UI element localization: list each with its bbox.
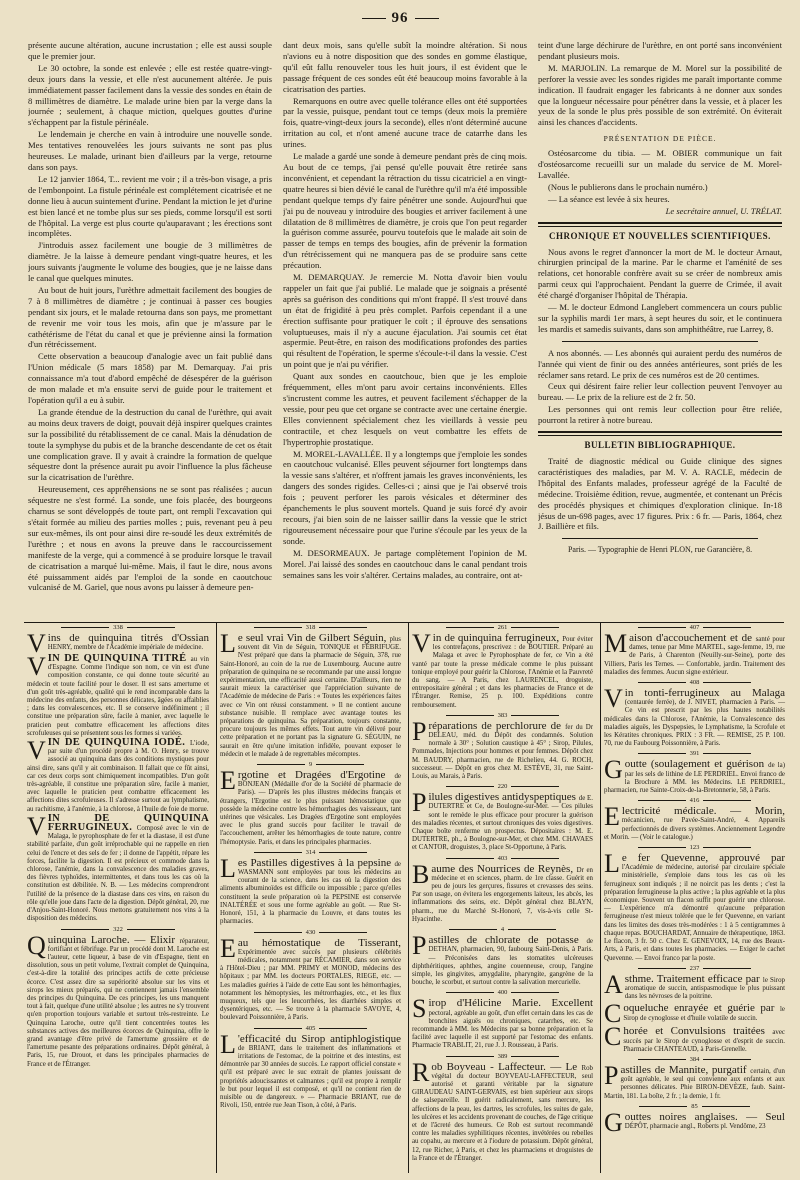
divider <box>538 431 782 436</box>
ad-number: 338 <box>27 624 209 631</box>
drop-cap: R <box>412 1057 430 1087</box>
ad-title: IN DE QUINQUINA IODÉ. <box>47 737 190 749</box>
page-number: 96 <box>0 10 800 27</box>
drop-cap: E <box>220 766 236 796</box>
ad-text: le Sirop de cynoglosse et d'huile volatile de succin. <box>623 1006 785 1022</box>
ad-title: in tonti-ferrugineux au Malaga <box>624 687 785 700</box>
ad-number: 220 <box>412 783 593 790</box>
ad-number: 383 <box>412 712 593 719</box>
ad-text: santé pour dames, tenue par Mme MARTEL, sage-femme, 19, rue de Paris, à Charenton (Neuilly-sur-Seine), porte des Villiers, Paris les Ternes. — Confortable, jardin. Traitement des maladies des femmes. Aucun signe extérieur. <box>604 636 785 676</box>
advertisement <box>412 926 593 988</box>
drop-cap: C <box>604 1022 622 1052</box>
ad-title: lectricité médicale. — Morin, <box>621 805 785 818</box>
ad-title: in de quinquina ferrugineux, <box>432 632 563 644</box>
ad-text: L'iode, par suite d'un procédé propre à M. O. Henry, se trouve associé au quinquina dans des conditions mystiques pour ainsi dire, sans qu'il y ait combinaison. Il fallait que ce fût ainsi, car ces deux corps sont chimiquement incompatibles. D'un goût très-agréable, il constitue une préparation sûre, facile à manier, avec laquelle le praticien peut combattre efficacement les affections dites scrofuleuses. Il s'adresse surtout au lymphatisme, au rachitisme, à l'anémie, à la chlorose, à l'huile de foie de morue. <box>27 740 209 813</box>
article-area <box>28 40 782 615</box>
advertisement <box>412 624 593 711</box>
ad-title: aume des Nourrices de Reynès, <box>431 862 577 875</box>
advertisement <box>412 989 593 1051</box>
ad-number: 322 <box>27 926 209 933</box>
drop-cap: M <box>604 629 628 658</box>
article-column-1 <box>28 40 272 615</box>
ad-text: pectoral, agréable au goût, d'un effet certain dans les cas de bronchites aiguës ou chroniques, catarrhes, etc. Se recommande à MM. les Médecins par sa bonne préparation et la facilité avec laquelle il est supporté par l'estomac des enfants. Pharmacie TRABLIT, 21, rue J. J. Rousseau, à Paris. <box>412 1009 593 1050</box>
ad-text: (centaurée ferrée), de J. NIVET, pharmacien à Paris. — Ce vin est prescrit par les plus hautes notabilités médicales dans la Chlorose, l'Anémie, la Convalescence des maladies aiguës, les Dyspepsies, le Lymphatisme, la Scrofule et les Kératites chroniques. PRIX : 3 FR. — REMISE, 25 P. 100. 70, rue du Faubourg Poissonnière, à Paris. <box>604 699 785 748</box>
ad-text: de DETHAN, pharmacien, 90, faubourg Saint-Denis, à Paris. — Préconisées dans les stomatites ulcéreuses diphthéritiques, aphthes, angine couenneuse, croup, l'angine simple, les gingivites, amygdalite, pharyngite, gangrène de la bouche, le scorbut, et surtout contre la salivation mercurielle. <box>412 938 593 987</box>
advertisement <box>27 736 209 815</box>
paragraph: Cette observation a beaucoup d'analogie avec un fait publié dans l'Union médicale (5 mars 1858) par M. Demarquay. J'ai pris connaissance m'a tout d'abord empêché de désespérer de la guérison de mon malade et m'a ensuite servi de guide pour le traitement et l'opération qu'il a eu à subir. <box>28 351 272 405</box>
ad-title: es Pastilles digestives à la pepsine <box>237 856 395 869</box>
ad-title: outtes noires anglaises. — Seul <box>624 1110 785 1123</box>
drop-cap: L <box>604 849 620 879</box>
advertisement <box>220 1025 401 1112</box>
ad-column-3 <box>408 623 596 1173</box>
ad-text: Expérimentée avec succès par plusieurs célébrités médicales, notamment par RÉCAMIER, dans son service à l'Hôtel-Dieu ; par MM. PRIMY et MONOD, médecins des hôpitaux ; par MM. les docteurs PORTALES, RIEGE, etc. — Les maladies guéries à l'aide de cette Eau sont les hémorrhagies, notamment les hémoptysies, les métrorrhagies, etc., et les flux muqueux, tels que les leucorrhées, les diarrhées simples et dysentériques, etc. — Se trouve à la pharmacie SAVOYE, 4, boulevard Poissonnière, à Paris. <box>220 948 401 1022</box>
ad-number: 4 <box>412 926 593 933</box>
advertisement <box>27 624 209 658</box>
ad-title: 'efficacité du Sirop antiphlogistique <box>237 1032 401 1045</box>
advertisement <box>604 999 785 1029</box>
ad-title: outte (soulagement et guérison <box>624 758 769 771</box>
section-title: BULLETIN BIBLIOGRAPHIQUE. <box>584 440 736 451</box>
drop-cap: P <box>412 716 427 746</box>
ad-title: e seul vrai Vin de Gilbert Séguin, <box>237 632 390 644</box>
ad-text: mécanicien, rue Pavée-Saint-André, 4. Appareils perfectionnés de divers systèmes. Anciennement Legendre et Morin. — (Voir le catalogue.) <box>604 817 785 841</box>
paragraph: M. DEMARQUAY. Je remercie M. Notta d'avoir bien voulu rappeler un fait que j'ai publié. Le malade que je soignais a présenté après sa guérison des conditions qui m'ont frappé. Il s'est trouvé dans un état de frigidité à peu près complet. Parfois cependant il a une érection suffisante pour pratiquer le coït ; il éprouve des sensations voluptueuses, mais il n'y a aucune éjaculation. J'ai soumis cet état aspermie. Peut-être, en raison des modifications profondes des parties qui résultent de l'opération, le sperme s'écoule-t-il dans la vessie. C'est un point que je n'ai pu vérifier. <box>283 272 527 370</box>
advertisement <box>604 1022 785 1055</box>
paragraph: Ostéosarcome du tibia. — M. OBIER communique un fait d'ostéosarcome recueilli sur un malade du service de M. Morel-Lavallée. <box>538 148 782 180</box>
ad-column-2 <box>216 623 404 1173</box>
paragraph: Nous avons le regret d'annoncer la mort de M. le docteur Arnaut, chirurgien principal de la marine. Par le charme et l'aménité de ses relations, cet honorable confrère avait su se créer de nombreux amis parmi ceux qui l'approchaient. Pendant la guerre de Crimée, il avait été chargé d'organiser l'hôpital de Thérapia. <box>538 246 782 301</box>
advertisements-area <box>24 622 784 1173</box>
drop-cap: V <box>27 736 46 766</box>
paragraph: (Nous le publierons dans le prochain numéro.) <box>548 181 708 192</box>
drop-cap: V <box>412 629 431 658</box>
ad-text: plus souvent dit Vin de Séguin, TONIQUE et FÉBRIFUGE. N'est préparé que dans la pharmacie de Séguin, 378, rue Saint-Honoré, au coin de la rue de Luxembourg. Aucune autre préparation de quinquina ne se recommande par une aussi longue expérimentation, une efficacité aussi certaine. D'ailleurs, rien ne saurait mieux la caractériser que l'appréciation suivante de l'Académie de médecine de Paris : « Toutes les expériences faites avec ce Vin ont réussi constamment. » Il ne contient aucune substance nuisible. Il remplace avec avantage toutes les préparations de quinquina. Sa préparation, toujours constante, procure toujours les mêmes effets. Tout autre vin délivré pour cette préparation et ne portant pas la signature G. SÉGUIN, ne saurait en être qu'une imitation infidèle, pouvant exposer le médecin et le malade à de regrettables mécomptes. <box>220 636 401 758</box>
ad-number: 123 <box>604 844 785 851</box>
divider <box>562 341 757 342</box>
drop-cap: P <box>412 788 427 818</box>
advertisement <box>27 811 209 925</box>
paragraph: Traité de diagnostic médical ou Guide clinique des signes caractéristiques des maladies, par M. V. A. RACLE, médecin de l'hôpital des Enfants malades, professeur agrégé de la Faculté de médecine. Troisième édition, revue, augmentée, et contenant un Précis des procédés physiques et chimiques d'exploration clinique. In-18 jésus de un-698 pages, avec 17 figures. Prix : 6 fr. — Paris, 1864, chez J. Baillière et fils. <box>538 456 782 532</box>
paragraph: J'introduis assez facilement une bougie de 3 millimètres de diamètre. Je la laisse à demeure pendant vingt-quatre heures, et les jours suivants j'augmente le volume des bougies, que je ne laisse dans le canal que quelques minutes. <box>28 240 272 284</box>
paragraph: La grande étendue de la destruction du canal de l'urèthre, qui avait au moins deux travers de doigt, pouvait déjà inspirer quelques craintes sur la possibilité du rétablissement de ce canal. Mais la dénudation de toute la symphyse du pubis et de la branche descendante de cet os était une complication grave. Il y avait à craindre la formation de quelque séquestre dont la présence aurait pu avoir l'influence la plus fâcheuse sur la cicatrisation de l'urèthre. <box>28 406 272 483</box>
ad-text: réparateur, fortifiant et fébrifuge. Par un procédé dont M. Laroche est l'auteur, cette liqueur, à base de vin d'Espagne, tient en dissolution, sous un petit volume, l'extrait complet de Quinquina, c'est-à-dire la totalité des principes actifs de cette précieuse écorce. C'est assez dire sa supériorité absolue sur les vins et sirops les mieux préparés, qui ne contiennent jamais l'ensemble des principes du Quinquina. De ces principes, les uns manquent tout à fait, quelque d'une utilité absolue ; les autres ne s'y trouvent qu'en proportion toujours variable et surtout très-restreinte. Le Quinquina Laroche, outre qu'il tient concentrées toutes les substances actives des meilleures écorces de Quinquina, offre le grand avantage d'être privé de l'amertume grossière et de l'amertume pesante des préparations ordinaires. Dépôt général, à Paris, 15, rue Drouot, et dans les principales pharmacies de France et de l'Étranger. <box>27 937 209 1068</box>
drop-cap: S <box>412 994 427 1024</box>
ad-title: oqueluche enrayée et guérie par <box>623 1002 781 1015</box>
drop-cap: Q <box>27 930 46 960</box>
paragraph: — M. le docteur Edmond Langlebert commencera un cours public sur la syphilis mardi 1er mars, à sept heures du soir, et le continuera les mardis et samedis suivants, dans son amphithéâtre, rue Larrey, 8. <box>538 302 782 334</box>
ad-number: 9 <box>220 761 401 768</box>
paragraph: A nos abonnés. — Les abonnés qui auraient perdu des numéros de l'année qui vient de finir ou des années antérieures, sont priés de les réclamer sans retard. Le prix de ces numéros est de 20 centimes. <box>538 347 782 380</box>
ad-title: ins de quinquina titrés d'Ossian <box>47 632 209 644</box>
ad-text: certain, d'un goût agréable, le seul qui convienne aux enfants et aux personnes délicates. Phie BIRON-DEVÈZE, faub. Saint-Martin, 181. La boîte, 2 fr. ; la demie, 1 fr. <box>604 1067 785 1100</box>
ad-title: réparations de perchlorure de <box>428 719 566 732</box>
paragraph: Quant aux sondes en caoutchouc, bien que je les emploie fréquemment, elles m'ont paru avoir certains inconvénients. Elles s'incrustent comme les autres, et peuvent facilement s'échapper de la vessie, pour peu que cet organe se contracte avec une certaine énergie. Elles conviennent spécialement chez les vieillards à vessie peu contractile, et chez lesquels on veut combattre les effets de l'hypertrophie prostatique. <box>283 371 527 447</box>
drop-cap: A <box>604 969 623 999</box>
ad-title: au hémostatique de Tisserant, <box>237 936 401 949</box>
drop-cap: V <box>27 652 46 681</box>
ad-number: 416 <box>604 797 785 804</box>
ad-number: 405 <box>220 1025 401 1032</box>
ad-number: 314 <box>220 849 401 856</box>
advertisement <box>220 761 401 848</box>
drop-cap: G <box>604 1107 623 1137</box>
ad-title: ob Boyveau - Laffecteur. — Le <box>431 1060 582 1073</box>
drop-cap: P <box>412 931 427 961</box>
advertisement <box>220 929 401 1024</box>
drop-cap: E <box>220 933 236 963</box>
advertisement <box>412 1053 593 1164</box>
advertisement <box>604 1102 785 1137</box>
advertisement <box>412 783 593 853</box>
drop-cap: L <box>220 629 236 658</box>
paragraph: M. MARJOLIN. La remarque de M. Morel sur la possibilité de perforer la vessie avec les sondes rigides me paraît importante comme indication. Il faudrait engager les fabricants à ne donner aux sondes que la longueur nécessaire pour pénétrer dans la vessie, et à placer les yeux de la sonde le plus près possible de son extrémité. On éviterait ainsi les chances d'accidents. <box>538 62 782 128</box>
divider <box>562 538 757 539</box>
ad-number: 85 <box>604 1103 785 1110</box>
ad-text: le Sirop aromatique de succin, antispasmodique le plus puissant dans les névroses de la poitrine. <box>624 976 785 1001</box>
ad-number: 407 <box>604 624 785 631</box>
drop-cap: L <box>220 1029 236 1059</box>
paragraph: Le lendemain je cherche en vain à introduire une nouvelle sonde. Mes tentatives renouvelées les jours suivants ne sont pas plus heureuses. Le malade, urinant bien d'ailleurs par la verge, retourne dans son pays. <box>28 129 272 172</box>
drop-cap: C <box>604 999 622 1029</box>
drop-cap: P <box>604 1060 619 1090</box>
advertisement <box>604 624 785 678</box>
advertisement <box>27 926 209 1070</box>
ad-number: 261 <box>412 624 593 631</box>
ad-number: 237 <box>604 965 785 972</box>
advertisement <box>412 855 593 925</box>
ad-text: Pour éviter les contrefaçons, prescrivez : de BOUTIER. Préparé au Malaga et avec le Pyrophosphate de fer, ce Vin a été vanté par toute la presse médicale comme le plus puissant tonique employé pour guérir la Chlorose, l'Anémie et la Pauvreté du sang. — A Paris, chez LAURENCEL, droguiste, entrepositaire général ; et dans les pharmacies de France et de l'Étranger. Remise, 25 p. 100. Expéditions contre remboursement. <box>412 636 593 709</box>
paragraph: — La séance est levée à six heures. <box>548 193 670 204</box>
ad-text: de WASMANN sont employées par tous les médecins au courant de la science, dans les cas où la digestion des aliments albuminoïdes est difficile ou impossible ; parce qu'elles constituent la seule préparation où la PEPSINE est conservée INALTÉRÉE et sous une forme agréable au goût. — Rue St-Honoré, 151, à la pharmacie du Louvre, et dans toutes les pharmacies. <box>220 860 401 926</box>
ad-text: HENRY, membre de l'Académie impériale de médecine. <box>47 644 204 652</box>
advertisement <box>220 624 401 760</box>
paragraph: Le malade a gardé une sonde à demeure pendant près de cinq mois. Au bout de ce temps, j'ai pensé qu'elle pouvait être retirée sans inconvénient, et cependant la rétraction du tissu cicatriciel a en vingt-quatre heures si bien dévié le canal de l'urèthre qu'il m'a été impossible pendant quelque temps d'y faire pénétrer une sonde. Aujourd'hui que j'ai pu de nouveau y introduire des bougies et arriver facilement à une dilatation de 8 millimètres de diamètre, je crois que l'on peut regarder la guérison comme assurée, pourvu toutefois que le malade ait soin de passer de temps en temps des bougies, afin de prévenir la formation d'un rétrécissement qui ne manquera pas de se produire sans cette précaution. <box>283 151 527 271</box>
paragraph: présente aucune altération, aucune incrustation ; elle est aussi souple que le premier jour. <box>28 40 272 61</box>
drop-cap: L <box>220 853 236 883</box>
ad-title: horée et Convulsions traitées <box>623 1025 773 1038</box>
advertisement <box>27 652 209 739</box>
drop-cap: V <box>27 629 46 658</box>
ad-text: Dr en médecine et en sciences, pharm. de 1re classe. Guérit en peu de jours les gerçures, fissures et crevasses des seins. Par son usage, on évitera les engorgements laiteux, les abcès, les inflammations des seins, etc. Dépôt général chez BLAYN, pharm., rue du Marché St-Honoré, 7, vis-à-vis celle St-Hyacinthe. <box>412 866 594 923</box>
ad-text: Composé avec le vin de Malaga, le pyrophosphate de fer et la diastase, il est d'une stabilité parfaite, d'un goût irréprochable qui ne rappelle en rien celui de l'encre et des sels de fer ; il donne de l'appétit, répare les forces, facilite la digestion. Il est précieux et commode dans la chlorose, l'anémie, dans la convalescence des maladies graves, des fièvres typhoïdes, intermittentes, et dans tous les cas où la constitution est débilitée. N. B. — Les médecins comprendront l'utilité de la présence de la diastase dans ces vins, en raison du rôle qu'elle joue dans l'acte de la digestion. Dépôt général, 20, rue d'Anjou-Saint-Honoré. Nous mettons gratuitement nos vins à la disposition des médecins. <box>27 825 209 923</box>
paragraph: Les personnes qui ont remis leur collection pour être reliée, pourront la retirer à notre bureau. <box>538 404 782 426</box>
ad-number: 408 <box>604 679 785 686</box>
ad-column-4 <box>600 623 788 1173</box>
paragraph: Le 30 octobre, la sonde est enlevée ; elle est restée quatre-vingt-deux jours dans la vessie, et elle n'est aucunement altérée. Je puis immédiatement passer facilement dans la vessie des sondes en étain de 8 millimètres de diamètre. Le malade urine bien par la verge dans la journée ; seulement, à chaque miction, quelques gouttes d'urine s'échappent par la fistule périnéale. <box>28 62 272 128</box>
ad-text: de la) par les sels de lithine de LE PERDRIEL. Envoi franco de la Brochure à MM. les Médecins. LE PERDRIEL, pharmacien, rue Sainte-Croix-de-la-Bretonnerie, 58, à Paris. <box>604 762 785 795</box>
advertisement <box>604 844 785 964</box>
section-subtitle: PRÉSENTATION DE PIÈCE. <box>603 134 717 144</box>
advertisement <box>604 965 785 1003</box>
divider <box>538 222 782 227</box>
article-column-3 <box>538 40 782 615</box>
ad-column-1 <box>24 623 212 1173</box>
ad-number: 403 <box>412 855 593 862</box>
paragraph: Heureusement, ces appréhensions ne se sont pas réalisées ; aucun séquestre ne s'est formé. La sonde, une fois placée, des bourgeons charnus se sont développés de toute part, ont rempli l'excavation qui s'était formée au milieu des parties molles ; puis, revenant peu à peu sur eux-mêmes, ils ont pour ainsi dire re-soudé les deux extrémités de l'urèthre ; et nous en avons la preuve dans le raccourcissement manifeste de la verge, qui a commencé à se produire lorsque le travail de cicatrisation a marqué lui-même. Mais, il faut le dire, nous avons été puissamment aidés par l'emploi de la sonde en caoutchouc vulcanisé de M. Gariel, que nous avons pu laisser à demeure pen- <box>28 484 272 593</box>
ad-title: sthme. Traitement efficace par <box>624 972 763 985</box>
advertisement <box>604 797 785 843</box>
drop-cap: V <box>604 684 623 714</box>
drop-cap: E <box>604 802 620 832</box>
ad-number: 389 <box>412 1053 593 1060</box>
signature: Le secrétaire annuel, U. TRÉLAT. <box>665 205 782 216</box>
section-title: CHRONIQUE ET NOUVELLES SCIENTIFIQUES. <box>549 230 771 241</box>
ad-title: e fer Quevenne, approuvé par <box>621 852 785 865</box>
drop-cap: V <box>27 811 46 841</box>
drop-cap: G <box>604 755 623 785</box>
paragraph: dant deux mois, sans qu'elle subît la moindre altération. Si nous n'avions eu à notre disposition que des sondes en gomme élastique, qu'il eût fallu renouveler tous les huit jours, il est évident que le passage fréquent de ces sondes eût été beaucoup moins favorable à la cicatrisation des parties. <box>283 40 527 94</box>
advertisement <box>604 750 785 796</box>
ad-text: DÉPÔT, pharmacie angl., Roberts pl. Vendôme, 23 <box>624 1122 766 1130</box>
ad-text: fer du Dr DELEAU, méd. du Dépôt des condamnés. Solution normale à 30° ; Solution caustique à 45° ; Sirop, Pilules, Pommades, Injections pour hommes et pour femmes. Dépôt chez M. BAUDRY, pharmacien, rue de Richelieu, 44. G. ROCH, successeur. — Dépôt en gros chez M. ESTÈVE, 31, rue Saint-Louis, au Marais, à Paris. <box>412 723 593 781</box>
advertisement <box>604 1056 785 1102</box>
ad-number: 384 <box>604 1056 785 1063</box>
ad-title: rgotine et Dragées d'Ergotine <box>237 769 395 782</box>
ad-number: 391 <box>604 750 785 757</box>
paragraph: M. MOREL-LAVALLÉE. Il y a longtemps que j'emploie les sondes en caoutchouc vulcanisé. Elles peuvent séjourner fort longtemps dans la vessie sans s'altérer, et n'offrent jamais les graves inconvénients, les dangers des sondes rigides. Celles-ci ; ainsi que je l'ai observé trois fois ; peuvent perforer les parois vésicales et déterminer des épanchements le plus souvent mortels. Quand je suis forcé d'y avoir recours, j'ai bien soin de ne laisser saillir dans la vessie que le strict rigoureusement nécessaire pour que l'urine s'écoule par les yeux de la sonde. <box>283 448 527 546</box>
ad-title: IN DE QUINQUINA TITRÉ <box>47 653 191 664</box>
ad-number: 400 <box>412 989 593 996</box>
ad-title: irop d'Hélicine Marie. Excellent <box>428 997 593 1010</box>
printer-footer: Paris. — Typographie de Henri PLON, rue Garancière, 8. <box>567 545 753 555</box>
advertisement <box>220 849 401 928</box>
ad-text: de BONJEAN (Médaille d'or de la Société de pharmacie de Paris). — D'après les plus illustres médecins français et étrangers, l'Ergotine est le plus puissant hémostatique que possède la médecine contre les hémorrhagies des vaisseaux, tant utérines que vésicales. Les Dragées d'Ergotine sont employées avec le plus grand succès pour faciliter le travail de l'accouchement, arrêter les hémorrhagies de toute nature, contre l'hémoptysie. Paris, et dans les principales pharmacies. <box>220 773 401 846</box>
paragraph: teint d'une large déchirure de l'urèthre, en ont porté sans inconvénient pendant plusieurs mois. <box>538 40 782 61</box>
ad-number: 430 <box>220 929 401 936</box>
ad-title: aison d'accouchement et de <box>629 632 756 644</box>
paragraph: Au bout de huit jours, l'urèthre admettait facilement des bougies de 7 à 8 millimètres de diamètre ; je continuai à passer ces bougies pendant six jours, et le malade retourna dans son pays, me promettant de revenir me voir tous les mois, afin que je m'assure par le cathétérisme de l'état du canal et que je prévienne ainsi la formation d'un rétrécissement. <box>28 284 272 350</box>
ad-text: Rob végétal du docteur BOYVEAU-LAFFECTEUR, seul autorisé et garanti véritable par la signature GIRAUDEAU SAINT-GERVAIS, est bien supérieur aux sirops de salsepareille. Il guérit radicalement, sans mercure, les affections de la peau, les dartres, les scrofules, les suites de gale, les ulcères et les accidents provenant de couches, de l'âge critique et de l'âcreté des humeurs. Ce Rob est surtout recommandé contre les maladies syphilitiques récentes, invétérées ou rebelles au copahu, au mercure et à l'iodure de potassium. Dépôt général, 12, rue Richer, à Paris, et chez les pharmaciens et droguistes de la France et de l'Étranger. <box>412 1064 593 1162</box>
paragraph: M. DESORMEAUX. Je partage complètement l'opinion de M. Morel. J'ai laissé des sondes en caoutchouc dans le canal pendant trois semaines sans les voir s'altérer. Certains malades, au contraire, ont at- <box>283 547 527 580</box>
ad-number: 318 <box>220 624 401 631</box>
ad-title: ilules digestives antidyspeptiques <box>428 791 579 804</box>
ad-text: au vin d'Espagne. Comme l'indique son nom, ce vin est d'une composition constante, ce qui donne toute sécurité au médecin et toute facilité pour le doser. Il est sans amertume et d'un goût très-agréable, qualité qui le rend incomparable dans la médecine des enfants, des personnes délicates, âgées ou affaiblies ; dans les convalescences, etc. Il se conserve indéfiniment ; il constitue une préparation sûre, facile à manier, avec laquelle le praticien peut combattre efficacement les affections dites scrofuleuses qui se présentent sous les formes si variées. <box>27 656 209 737</box>
ad-text: l'Académie de médecine, autorisé par circulaire spéciale ministérielle, s'emploie dans tous les cas où les ferrugineux sont indiqués ; il ne noircit pas les dents ; c'est la préparation ferrugineuse la plus active ; la plus agréable et la plus économique. Souvent un flacon suffit pour guérir une chlorose. — L'expérience m'a démontré qu'aucune préparation ferrugineuse n'est mieux tolérée que le fer Quevenne, en variant dans les limites des doses très-modérées : 1 à 5 centigrammes à chaque repas. BOUCHARDAT, Annuaire de thérapeutique, 1863. Le flacon, 3 fr. 50 c. Chez E. GENEVOIX, 14, rue des Beaux-Arts, à Paris, et dans toutes les pharmacies. — Exiger le cachet Quevenne. — Envoi franco par la poste. <box>604 864 785 962</box>
advertisement <box>412 712 593 782</box>
ad-title: uinquina Laroche. — Elixir <box>47 933 180 946</box>
paragraph: Ceux qui désirent faire relier leur collection peuvent l'envoyer au bureau. — Le prix de la reliure est de 2 fr. 50. <box>538 381 782 403</box>
drop-cap: B <box>412 859 430 889</box>
ad-text: de BRIANT, dans le traitement des inflammations et irritations de l'estomac, de la poitrine et des intestins, est démontrée par 30 années de succès. Le rapport officiel constate « qu'il est préparé avec le suc extrait de plantes jouissant de propriétés adoucissantes et calmantes ; qu'il est propre à remplir le but pour lequel il est composé, et qu'il ne contient rien de nuisible ou de dangereux. » — Pharmacie BRIANT, rue de Rivoli, 150, entrée rue Jean Tison, à côté, à Paris. <box>220 1044 401 1110</box>
ad-title: astilles de chlorate de potasse <box>428 934 587 947</box>
ad-text: avec succès par le Sirop de cynoglosse et d'esprit de succin. Pharmacie CHANTEAUD, à Paris-Grenelle. <box>623 1029 785 1053</box>
article-column-2 <box>283 40 527 615</box>
ad-title: IN DE QUINQUINA FERRUGINEUX. <box>47 812 209 834</box>
paragraph: Remarquons en outre avec quelle tolérance elles ont été supportées par la vessie, puisque, pendant tout ce temps (deux mois la première fois, quatre-vingt-deux jours la seconde), elles n'ont déterminé aucune irritation au col, et n'ont amené aucune trace de catarrhe dans les urines. <box>283 95 527 150</box>
ad-text: de E. DUTERTRE et Ce, de Boulogne-sur-Mer. — Ces pilules sont le remède le plus efficace pour procurer la guérison des maladies récentes, et surtout chroniques des voies digestives. Chaque boîte renferme un prospectus. Dépositaires : M. E. DUTERTRE, ph., à Boulogne-sur-Mer, et chez MM. CHAVAES et CANTOR, droguistes, 3, place St-Opportune, à Paris. <box>412 795 593 852</box>
paragraph: Le 12 janvier 1864, T... revient me voir ; il a très-bon visage, a pris de l'embonpoint. La fistule périnéale est complétement cicatrisée et ne donne lieu à aucun suintement d'urine. Pendant la miction le jet d'urine est bien lancé et ne tombe plus sur ses pieds, comme lorsqu'il est sorti de l'hôpital. La verge est plus courte qu'auparavant ; les érections sont incomplètes. <box>28 173 272 239</box>
ad-title: astilles de Mannite, purgatif <box>620 1063 751 1076</box>
advertisement <box>604 679 785 749</box>
